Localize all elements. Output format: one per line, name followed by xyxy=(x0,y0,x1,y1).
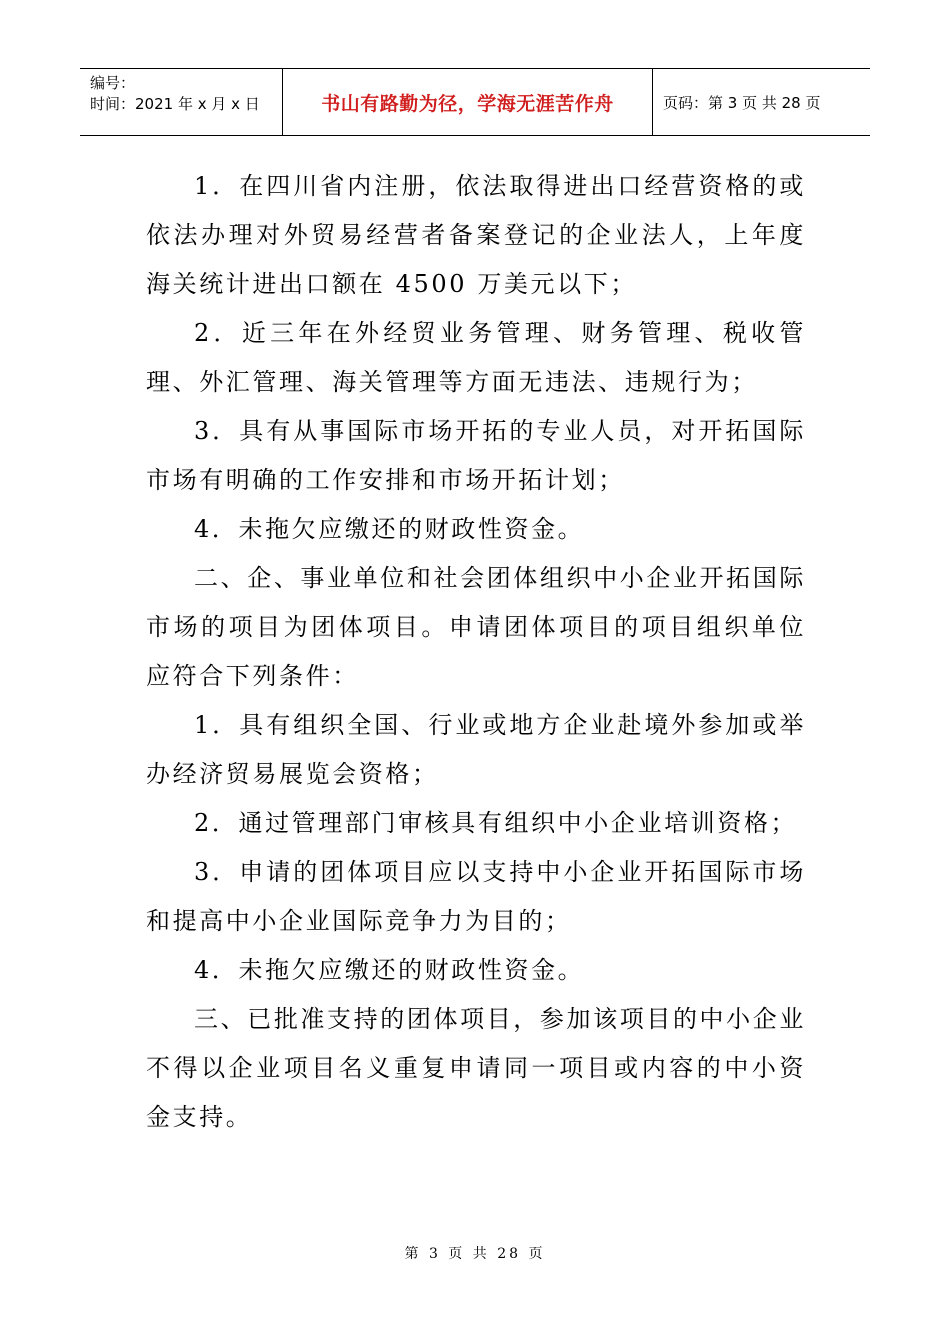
paragraph: 4．未拖欠应缴还的财政性资金。 xyxy=(194,956,585,984)
document-number-label: 编号： xyxy=(90,74,136,92)
header-motto: 书山有路勤为径，学海无涯苦作舟 xyxy=(321,92,614,115)
paragraph: 3．申请的团体项目应以支持中小企业开拓国际市场和提高中小企业国际竞争力为目的； xyxy=(146,858,806,935)
paragraph: 3．具有从事国际市场开拓的专业人员，对开拓国际市场有明确的工作安排和市场开拓计划； xyxy=(146,417,806,494)
paragraph: 2．近三年在外经贸业务管理、财务管理、税收管理、外汇管理、海关管理等方面无违法、违规行为； xyxy=(146,319,806,396)
paragraph: 1．在四川省内注册，依法取得进出口经营资格的或依法办理对外贸易经营者备案登记的企业法人，上年度海关统计进出口额在 4500 万美元以下； xyxy=(146,172,806,298)
paragraph: 1．具有组织全国、行业或地方企业赴境外参加或举办经济贸易展览会资格； xyxy=(146,711,806,788)
header-page-info: 页码：第 3 页 共 28 页 xyxy=(663,93,821,112)
paragraph: 二、企、事业单位和社会团体组织中小企业开拓国际市场的项目为团体项目。申请团体项目的项目组织单位应符合下列条件： xyxy=(146,564,806,690)
paragraph: 4．未拖欠应缴还的财政性资金。 xyxy=(194,515,585,543)
header-motto-cell xyxy=(283,69,653,135)
header-page-info-cell xyxy=(653,69,870,135)
page-header xyxy=(80,68,870,136)
paragraph: 三、已批准支持的团体项目，参加该项目的中小企业不得以企业项目名义重复申请同一项目或内容的中小资金支持。 xyxy=(146,1005,806,1131)
page-footer: 第 3 页 共 28 页 xyxy=(404,1246,546,1262)
paragraph: 2．通过管理部门审核具有组织中小企业培训资格； xyxy=(194,809,798,837)
document-time-label: 时间：2021 年 x 月 x 日 xyxy=(90,95,260,113)
header-meta xyxy=(80,69,283,135)
document-body xyxy=(146,162,806,1142)
